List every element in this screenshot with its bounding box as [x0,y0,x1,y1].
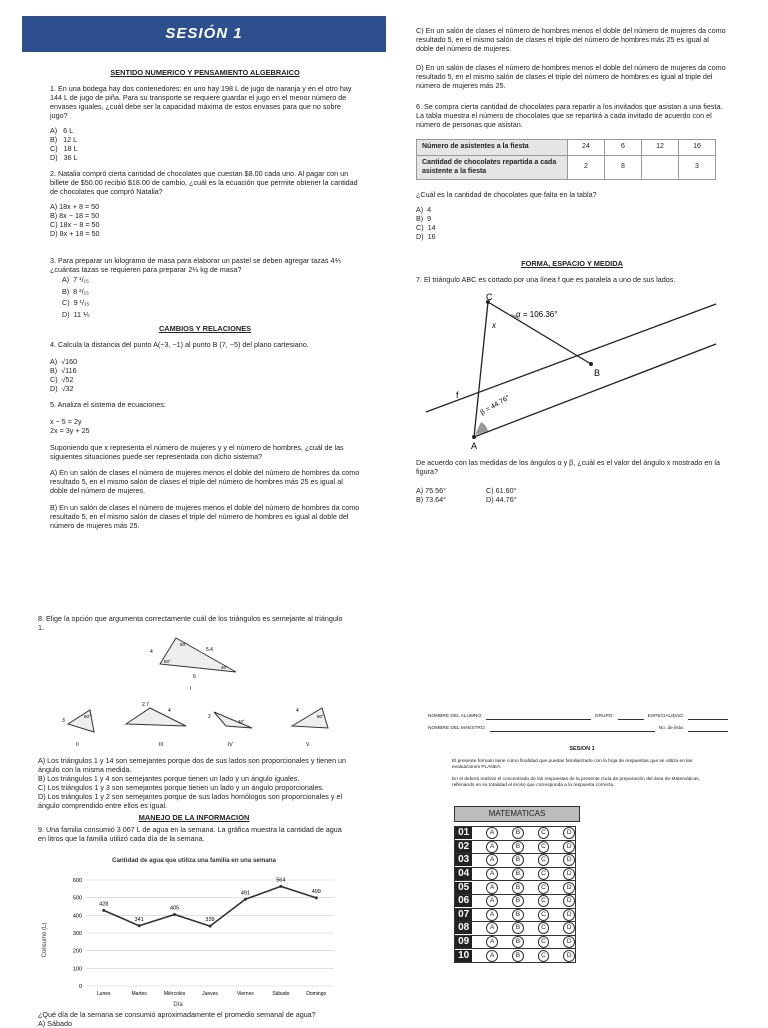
y-tick-label: 400 [72,913,82,920]
option[interactable]: D) 8x + 18 = 50 [50,229,100,239]
option[interactable]: A) 6 L [50,126,74,136]
vertex-a [472,435,476,439]
answer-bubble[interactable]: D [563,922,575,934]
data-point [244,898,247,901]
data-point [173,913,176,916]
answer-bubble[interactable]: B [512,936,524,948]
question-7: 7. El triángulo ABC es cortado por una línea f que es paralela a uno de sus lados. [416,274,676,284]
x-tick-label: Miércoles [163,991,186,997]
option[interactable]: B) 8 ²/₁₅ [62,286,89,296]
answer-bubble[interactable]: B [512,895,524,907]
answer-bubble[interactable]: C [538,936,550,948]
option[interactable]: B) 12 L [50,135,78,145]
option[interactable]: A) 18x + 8 = 50 [50,202,100,212]
line-f [426,304,716,412]
answer-row [454,909,576,923]
answer-row [454,826,576,841]
data-point [102,909,105,912]
section-title-numeric: SENTIDO NUMERICO Y PENSAMIENTO ALGEBRAICO [110,68,300,77]
answer-bubble[interactable]: D [563,841,575,853]
question-4: 4. Calcula la distancia del punto A(−3, −1) al punto B (7, −5) del plano cartesiano. [50,339,309,349]
triangle-iv [214,712,252,728]
answer-bubble[interactable]: B [512,841,524,853]
equation-system [50,417,360,435]
question-3: 3. Para preparar un kilogramo de masa para elaborar un pastel se deben agregar tazas 4⅘ ¿cuántas tazas se requieren para preparar 2⅓ kg de masa? [50,256,342,275]
tri-label: 60° [84,714,91,719]
tri-label: 4 [296,708,299,714]
question-5-prompt: Suponiendo que x representa el número de mujeres y y el número de hombres, ¿cuál de las siguientes situaciones puede ser representada con dicho sistema? [50,442,344,461]
option[interactable]: B) En un salón de clases el número de mujeres menos el doble del número de hombres da como resultado 5, en el mismo salón de clases el triple del número de hombres es igual al doble del número de mujeres más 25. [50,502,360,530]
label-a: A [471,441,478,451]
equation: 2x = 3y + 25 [50,425,90,435]
answer-bubble[interactable]: C [538,854,550,866]
answer-row [454,868,576,882]
answer-number: 10 [455,950,472,962]
question-9: 9. Una familia consumió 3 067 L de agua en la semana. La gráfica muestra la cantidad de agua en litros que la familia utilizó cada día de la semana. [38,825,342,844]
answer-bubble[interactable]: C [538,950,550,962]
question-6-options [416,205,728,241]
x-axis-label: Día [173,1002,183,1008]
equation: x − 5 = 2y [50,416,82,426]
answer-bubble[interactable]: C [538,922,550,934]
table-cell: 2 [568,155,605,180]
section-title-information: MANEJO DE LA INFORMACION [138,813,250,822]
table-cell: 12 [642,140,679,156]
label-b: B [594,368,601,378]
question-4-options [50,357,360,393]
question-6: 6. Se compra cierta cantidad de chocolates para repartir a los invitados que asistan a una fiesta. La tabla muestra el número de chocolates que se repartirá a cada invitado de acuerdo con el número de personas que asistan. [416,102,723,129]
answer-bubble[interactable]: B [512,882,524,894]
answer-bubble[interactable]: D [563,882,575,894]
data-point [209,925,212,928]
paragraph: En el deberá realizar el concentrado de las respuestas de la presente Guía de preparación del área de Matemáticas, rellenando en su totalidad el inciso que corresponda a la respuesta correcta. [452,776,700,788]
answer-number: 03 [455,854,472,866]
data-label: 339 [205,917,215,924]
answer-bubble[interactable]: A [486,827,498,839]
option[interactable]: B) 73.64° [416,495,447,504]
answer-bubble[interactable]: B [512,854,524,866]
answer-row [454,895,576,909]
answer-bubble[interactable]: A [486,922,498,934]
option[interactable]: C) 18x − 8 = 50 [50,220,100,230]
x-tick-label: Domingo [306,991,327,997]
tri-label: 2 [208,714,211,720]
field-label: No. de lista: [658,725,684,731]
option[interactable]: A) Los triángulos 1 y 14 son semejantes porque dos de sus lados son proporcionales y tienen un ángulo con la misma medida. [38,756,347,774]
question-3-options [62,274,360,320]
section-title-changes: CAMBIOS Y RELACIONES [158,324,252,334]
option[interactable]: A) 4 [416,205,432,215]
option[interactable]: C) √52 [50,374,74,384]
x-tick-label: Jueves [202,991,218,997]
vertex-b [589,362,593,366]
x-tick-label: Viernes [236,991,254,997]
question-9-prompt: ¿Qué día de la semana se consumió aproximadamente el promedio semanal de agua? [38,1010,316,1019]
tri-numeral: IV [228,742,233,748]
answer-bubble[interactable]: B [512,922,524,934]
specialty-field[interactable] [688,714,728,720]
data-label: 491 [240,890,251,897]
option[interactable]: D) 36 L [50,153,78,163]
answer-bubble[interactable]: D [563,895,575,907]
option[interactable]: C) 9 ¹/₁₅ [62,298,90,308]
option[interactable]: B) 9 [416,214,432,224]
field-label: GRUPO: [594,714,614,719]
answer-number: 02 [455,841,472,853]
tri-label: 6 [193,674,196,680]
tri-numeral: II [76,742,79,748]
y-axis-label: Consumo (L) [42,922,48,958]
option[interactable]: D) √32 [50,383,74,393]
answer-number: 06 [455,895,472,907]
table-cell: 8 [605,155,642,180]
answer-bubble[interactable]: A [486,936,498,948]
y-tick-label: 200 [72,948,82,955]
data-label: 564 [276,877,286,884]
tri-label: 40° [221,665,228,670]
answer-bubble[interactable]: D [563,936,575,948]
answer-sheet-title: SESION 1 [569,746,595,752]
y-tick-label: 100 [72,966,82,973]
tri-numeral: V [306,742,310,748]
chocolates-table [416,139,716,180]
data-point [279,885,282,888]
triangle-figure [416,292,728,452]
answer-bubble[interactable]: B [512,868,524,880]
option[interactable]: C) 61.60° [486,486,517,495]
tri-label: 60° [180,642,187,647]
answer-number: 08 [455,922,472,934]
answer-sheet-instructions [452,746,712,789]
label-beta: β = 44.76° [479,394,511,417]
answer-row [454,854,576,868]
question-6-prompt: ¿Cuál es la cantidad de chocolates que falta en la tabla? [416,190,597,200]
label-c: C [486,292,493,302]
data-label: 341 [134,916,144,923]
student-name-field[interactable] [486,714,590,720]
question-1-options [50,126,360,162]
answer-bubble[interactable]: A [486,909,498,921]
list-number-field[interactable] [688,726,728,732]
water-chart [38,852,350,1010]
question-2-options [50,202,360,238]
option[interactable]: D) En un salón de clases el número de hombres menos el doble del número de mujeres da como resultado 5, en el mismo salón de clases el triple del número de hombres es igual al triple del número de mujeres más 25. [416,63,726,90]
table-cell: 16 [679,140,716,156]
table-cell: 6 [605,140,642,156]
option[interactable]: C) Los triángulos 1 y 3 son semejantes porque tienen un lado y un ángulo proporcionales. [38,783,325,792]
answer-bubble[interactable]: A [486,895,498,907]
tri-numeral: III [159,742,164,748]
answer-number: 01 [455,827,472,839]
next-option[interactable]: A) Sábado [38,1019,72,1028]
answer-bubble[interactable]: C [538,841,550,853]
option[interactable]: A) √160 [50,356,78,366]
subject-header: MATEMATICAS [454,806,580,822]
tri-label: 2.7 [142,702,149,708]
answer-bubble[interactable]: C [538,909,550,921]
data-label: 499 [311,888,321,895]
answer-bubble[interactable]: C [538,882,550,894]
answer-bubble[interactable]: C [538,827,550,839]
group-field[interactable] [618,714,644,720]
y-tick-label: 0 [78,984,82,990]
answer-bubble[interactable]: D [563,868,575,880]
answer-row [454,881,576,895]
answer-row [454,922,576,936]
option[interactable]: C) 14 [416,223,436,233]
left-column [50,68,360,530]
answer-bubble[interactable]: D [563,950,575,962]
answer-bubble[interactable]: C [538,895,550,907]
option[interactable]: D) 11 ⅕ [62,309,91,319]
tri-label: 40° [238,719,245,724]
x-tick-label: Martes [131,991,147,997]
question-7-block [416,458,728,504]
label-alpha: α = 106.36° [516,310,558,319]
data-label: 405 [169,905,180,912]
side-ca [474,302,488,437]
answer-row [454,949,576,963]
tri-label: 4 [168,708,171,714]
field-label: NOMBRE DEL MAESTRO: [428,725,486,731]
y-tick-label: 500 [72,895,82,902]
question-7-prompt: De acuerdo con las medidas de los ángulos α y β, ¿cuál es el valor del ángulo x mostrado en la figura? [416,458,720,476]
y-tick-label: 300 [72,931,82,937]
question-7-options [416,486,728,504]
answer-bubble[interactable]: B [512,909,524,921]
triangles-figure [38,632,350,750]
answer-bubble[interactable]: C [538,868,550,880]
data-point [315,896,318,899]
option[interactable]: A) 75.56° [416,486,447,495]
answer-number: 05 [455,882,472,894]
answer-grid [454,826,576,963]
answer-bubble[interactable]: A [486,854,498,866]
option[interactable]: D) 16 [416,232,436,242]
y-tick-label: 600 [72,878,82,884]
session-banner: SESIÓN 1 [22,16,386,52]
tri-label: 4 [150,649,153,655]
table-cell: 24 [568,140,605,156]
x-tick-label: Lunes [96,991,111,997]
answer-bubble[interactable]: B [512,827,524,839]
tri-label: 80° [317,714,324,719]
right-column [416,26,728,284]
teacher-name-field[interactable] [490,726,655,732]
table-cell [642,155,679,180]
data-point [138,924,141,927]
answer-bubble[interactable]: A [486,950,498,962]
side-ab [474,344,716,437]
question-1: 1. En una bodega hay dos contenedores: en uno hay 198 L de jugo de naranja y en el otro hay 144 L de jugo de piña. Para su transporte se requiere guardar el jugo en el menor número de envases iguales, ¿cuál debe ser la capacidad máxima de estos envases para que no sobre jugo? [50,84,352,121]
option[interactable]: B) √116 [50,365,77,375]
question-8: 8. Elige la opción que argumenta correctamente cuál de los triángulos es semejante al triángulo 1. [38,614,343,632]
tri-label: 3 [62,718,65,724]
field-label: ESPECIALIDAD: [647,714,684,719]
option[interactable]: B) Los triángulos 1 y 4 son semejantes porque tienen un lado y un ángulo iguales. [38,774,300,783]
answer-bubble[interactable]: B [512,950,524,962]
paragraph: El presente formato tiene como finalidad que puedas familiarizarte con la hoja de respuestas que se utiliza en las evaluaciones PLANEA. [452,758,693,770]
label-f: f [456,390,459,400]
answer-bubble[interactable]: A [486,841,498,853]
option[interactable]: B) 8x − 18 = 50 [50,211,100,221]
chart-title: Cantidad de agua que utiliza una familia en una semana [111,857,277,864]
answer-number: 07 [455,909,472,921]
field-label: NOMBRE DEL ALUMNO: [428,714,483,719]
table-row-label: Cantidad de chocolates repartida a cada asistente a la fiesta [417,155,568,180]
answer-bubble[interactable]: D [563,909,575,921]
tri-label: 80° [164,659,171,664]
answer-bubble[interactable]: D [563,827,575,839]
option[interactable]: D) Los triángulos 1 y 2 son semejantes porque de sus lados homólogos son proporcionales y el ángulo comprendido entre ellos es igual. [38,792,343,810]
option[interactable]: A) 7 ¹/₁₅ [62,275,89,285]
tri-label: 5.4 [206,647,213,653]
answer-bubble[interactable]: A [486,868,498,880]
data-label: 428 [99,901,109,908]
question-8-options [38,756,350,843]
question-2: 2. Natalia compró cierta cantidad de chocolates que cuestan $8.00 cada uno. Al pagar con un billete de $50.00 recibió $18.00 de cambio, ¿cuál es la ecuación que permite obtener la cantidad de chocolates que compró Natalia? [50,169,358,197]
answer-number: 04 [455,868,472,880]
answer-sheet-header [428,714,728,732]
answer-bubble[interactable]: D [563,854,575,866]
option[interactable]: C) 18 L [50,144,78,154]
table-cell: 3 [679,155,716,180]
answer-row [454,936,576,950]
option[interactable]: D) 44.76° [486,495,517,504]
option[interactable]: A) En un salón de clases el número de mujeres menos el doble del número de hombres da como resultado 5, en el mismo salón de clases el triple del número de hombres más 25 es igual al doble del número de mujeres. [50,467,360,495]
table-row-label: Número de asistentes a la fiesta [417,140,568,156]
answer-bubble[interactable]: A [486,882,498,894]
triangle-iii [126,708,186,726]
question-5: 5. Analiza el sistema de ecuaciones: [50,399,166,409]
label-x: x [492,321,496,330]
option[interactable]: C) En un salón de clases el número de hombres menos el doble del número de mujeres da como resultado 5, en el mismo salón de clases el triple del número de hombres más 25 es igual al doble del número de mujeres. [416,26,726,53]
section-title-geometry: FORMA, ESPACIO Y MEDIDA [521,259,623,269]
x-tick-label: Sábado [272,991,290,997]
tri-numeral: I [190,686,192,692]
answer-number: 09 [455,936,472,948]
answer-row [454,841,576,855]
